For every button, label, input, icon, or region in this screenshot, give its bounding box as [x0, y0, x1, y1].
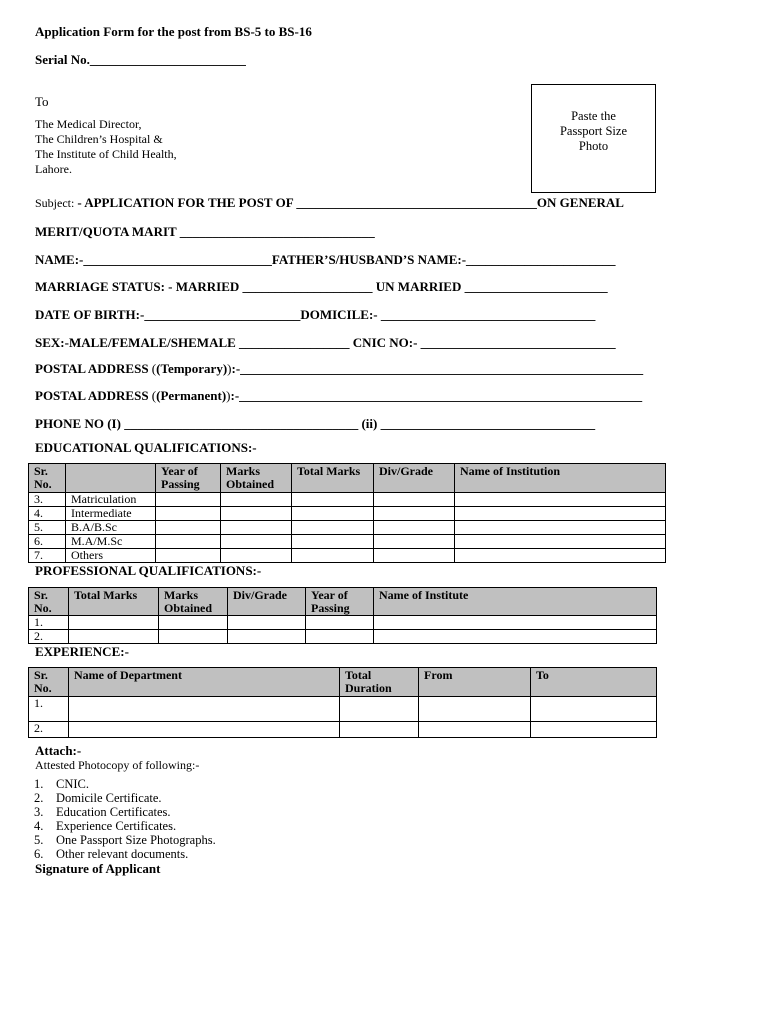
passport-photo-box	[531, 84, 656, 193]
list-item: 1. CNIC.	[34, 777, 89, 791]
serial-cell: 3.	[29, 493, 66, 507]
postal-perm-line: :-______________________________________________________________	[230, 388, 643, 403]
column-header: Sr. No.	[29, 464, 66, 493]
name-field[interactable]: NAME:-_____________________________FATHER’S/HUSBAND’S NAME:-_______________________	[35, 252, 616, 267]
input-cell[interactable]	[69, 697, 340, 722]
input-cell[interactable]	[221, 507, 292, 521]
input-cell[interactable]	[374, 535, 455, 549]
subject-line[interactable]	[35, 195, 624, 211]
table-row	[29, 493, 666, 507]
table-row	[29, 722, 657, 738]
serial-cell: 6.	[29, 535, 66, 549]
attachment-list	[34, 777, 216, 861]
postal-temp-paren: (Temporary)	[156, 361, 228, 376]
phone-field[interactable]: PHONE NO (I) ____________________________________ (ii) _________________________________	[35, 416, 596, 431]
table-row	[29, 549, 666, 563]
input-cell[interactable]	[159, 630, 228, 644]
input-cell[interactable]	[156, 521, 221, 535]
input-cell[interactable]	[455, 549, 666, 563]
column-header: From	[419, 668, 531, 697]
experience-table	[28, 667, 657, 738]
input-cell[interactable]	[340, 697, 419, 722]
attach-heading: Attach:-	[35, 743, 82, 758]
table-header-row	[29, 668, 657, 697]
education-heading: EDUCATIONAL QUALIFICATIONS:-	[35, 440, 257, 455]
postal-address-temporary-field[interactable]: POSTAL ADDRESS ((Temporary)):-______________________________________________________________	[35, 361, 644, 376]
education-table	[28, 463, 666, 563]
input-cell[interactable]	[374, 521, 455, 535]
input-cell[interactable]	[292, 507, 374, 521]
list-item: 6. Other relevant documents.	[34, 847, 189, 861]
qualification-cell: B.A/B.Sc	[66, 521, 156, 535]
qualification-cell: Intermediate	[66, 507, 156, 521]
input-cell[interactable]	[374, 507, 455, 521]
table-row	[29, 535, 666, 549]
marriage-status-field[interactable]: MARRIAGE STATUS: - MARRIED ____________________ UN MARRIED ______________________	[35, 279, 608, 294]
column-header: Total Duration	[340, 668, 419, 697]
input-cell[interactable]	[455, 493, 666, 507]
column-header: Div/Grade	[228, 588, 306, 616]
list-item: 5. One Passport Size Photographs.	[34, 833, 216, 847]
serial-number-field[interactable]: Serial No.________________________	[35, 52, 246, 67]
column-header: To	[531, 668, 657, 697]
address-line: Lahore.	[35, 162, 72, 176]
input-cell[interactable]	[455, 521, 666, 535]
column-header: Year of Passing	[306, 588, 374, 616]
input-cell[interactable]	[228, 630, 306, 644]
table-row	[29, 521, 666, 535]
column-header: Year of Passing	[156, 464, 221, 493]
professional-heading: PROFESSIONAL QUALIFICATIONS:-	[35, 563, 262, 578]
sex-cnic-field[interactable]: SEX:-MALE/FEMALE/SHEMALE _________________ CNIC NO:- ______________________________	[35, 335, 616, 350]
column-header: Sr. No.	[29, 588, 69, 616]
input-cell[interactable]	[156, 507, 221, 521]
input-cell[interactable]	[374, 493, 455, 507]
column-header: Div/Grade	[374, 464, 455, 493]
table-row	[29, 697, 657, 722]
postal-perm-label: POSTAL ADDRESS	[35, 388, 152, 403]
serial-cell: 4.	[29, 507, 66, 521]
qualification-cell: Matriculation	[66, 493, 156, 507]
date-of-birth-field[interactable]: DATE OF BIRTH:-________________________DOMICILE:- _________________________________	[35, 307, 596, 322]
input-cell[interactable]	[292, 521, 374, 535]
postal-temp-label: POSTAL ADDRESS	[35, 361, 152, 376]
input-cell[interactable]	[69, 722, 340, 738]
list-item: 2. Domicile Certificate.	[34, 791, 162, 805]
input-cell[interactable]	[221, 535, 292, 549]
table-row	[29, 616, 657, 630]
input-cell[interactable]	[419, 697, 531, 722]
serial-cell: 5.	[29, 521, 66, 535]
list-item: 3. Education Certificates.	[34, 805, 171, 819]
serial-cell: 1.	[29, 616, 69, 630]
serial-cell: 2.	[29, 630, 69, 644]
professional-table	[28, 587, 657, 644]
postal-address-permanent-field[interactable]: POSTAL ADDRESS ((Permanent)):-______________________________________________________________	[35, 388, 643, 403]
address-line: The Children’s Hospital &	[35, 132, 163, 146]
input-cell[interactable]	[531, 722, 657, 738]
table-row	[29, 507, 666, 521]
address-to: To	[35, 94, 49, 109]
input-cell[interactable]	[455, 507, 666, 521]
column-header: Total Marks	[292, 464, 374, 493]
input-cell[interactable]	[306, 630, 374, 644]
input-cell[interactable]	[156, 493, 221, 507]
input-cell[interactable]	[374, 616, 657, 630]
column-header: Marks Obtained	[159, 588, 228, 616]
postal-temp-line: :-______________________________________________________________	[231, 361, 644, 376]
photo-box-line: Paste the	[571, 109, 616, 123]
address-line: The Institute of Child Health,	[35, 147, 177, 161]
serial-cell: 1.	[29, 697, 69, 722]
subject-prefix: Subject:	[35, 196, 78, 210]
input-cell[interactable]	[531, 697, 657, 722]
input-cell[interactable]	[292, 549, 374, 563]
column-header: Sr. No.	[29, 668, 69, 697]
column-header: Name of Department	[69, 668, 340, 697]
column-header: Name of Institute	[374, 588, 657, 616]
input-cell[interactable]	[221, 549, 292, 563]
serial-cell: 2.	[29, 722, 69, 738]
column-header: Total Marks	[69, 588, 159, 616]
input-cell[interactable]	[156, 549, 221, 563]
qualification-cell: Others	[66, 549, 156, 563]
input-cell[interactable]	[221, 521, 292, 535]
column-header	[66, 464, 156, 493]
input-cell[interactable]	[419, 722, 531, 738]
input-cell[interactable]	[159, 616, 228, 630]
input-cell[interactable]	[455, 535, 666, 549]
input-cell[interactable]	[228, 616, 306, 630]
serial-cell: 7.	[29, 549, 66, 563]
photo-box-line: Photo	[578, 139, 609, 153]
input-cell[interactable]	[340, 722, 419, 738]
list-item: 4. Experience Certificates.	[34, 819, 177, 833]
input-cell[interactable]	[69, 616, 159, 630]
input-cell[interactable]	[221, 493, 292, 507]
experience-heading: EXPERIENCE:-	[35, 644, 129, 659]
input-cell[interactable]	[156, 535, 221, 549]
photo-box-line: Passport Size	[559, 124, 627, 138]
subject-text: - APPLICATION FOR THE POST OF _____________________________________ON GENERAL	[77, 195, 624, 210]
input-cell[interactable]	[374, 549, 455, 563]
merit-quota-field[interactable]: MERIT/QUOTA MARIT ______________________________	[35, 224, 375, 239]
form-title: Application Form for the post from BS-5 to BS-16	[35, 24, 312, 39]
column-header: Marks Obtained	[221, 464, 292, 493]
input-cell[interactable]	[306, 616, 374, 630]
postal-perm-paren: (Permanent)	[156, 388, 227, 403]
input-cell[interactable]	[292, 493, 374, 507]
table-header-row	[29, 464, 666, 493]
input-cell[interactable]	[292, 535, 374, 549]
column-header: Name of Institution	[455, 464, 666, 493]
recipient-address	[35, 117, 177, 177]
table-header-row	[29, 588, 657, 616]
input-cell[interactable]	[69, 630, 159, 644]
input-cell[interactable]	[374, 630, 657, 644]
table-row	[29, 630, 657, 644]
qualification-cell: M.A/M.Sc	[66, 535, 156, 549]
signature-label: Signature of Applicant	[35, 861, 161, 876]
address-line: The Medical Director,	[35, 117, 142, 131]
attach-intro: Attested Photocopy of following:-	[35, 758, 200, 772]
